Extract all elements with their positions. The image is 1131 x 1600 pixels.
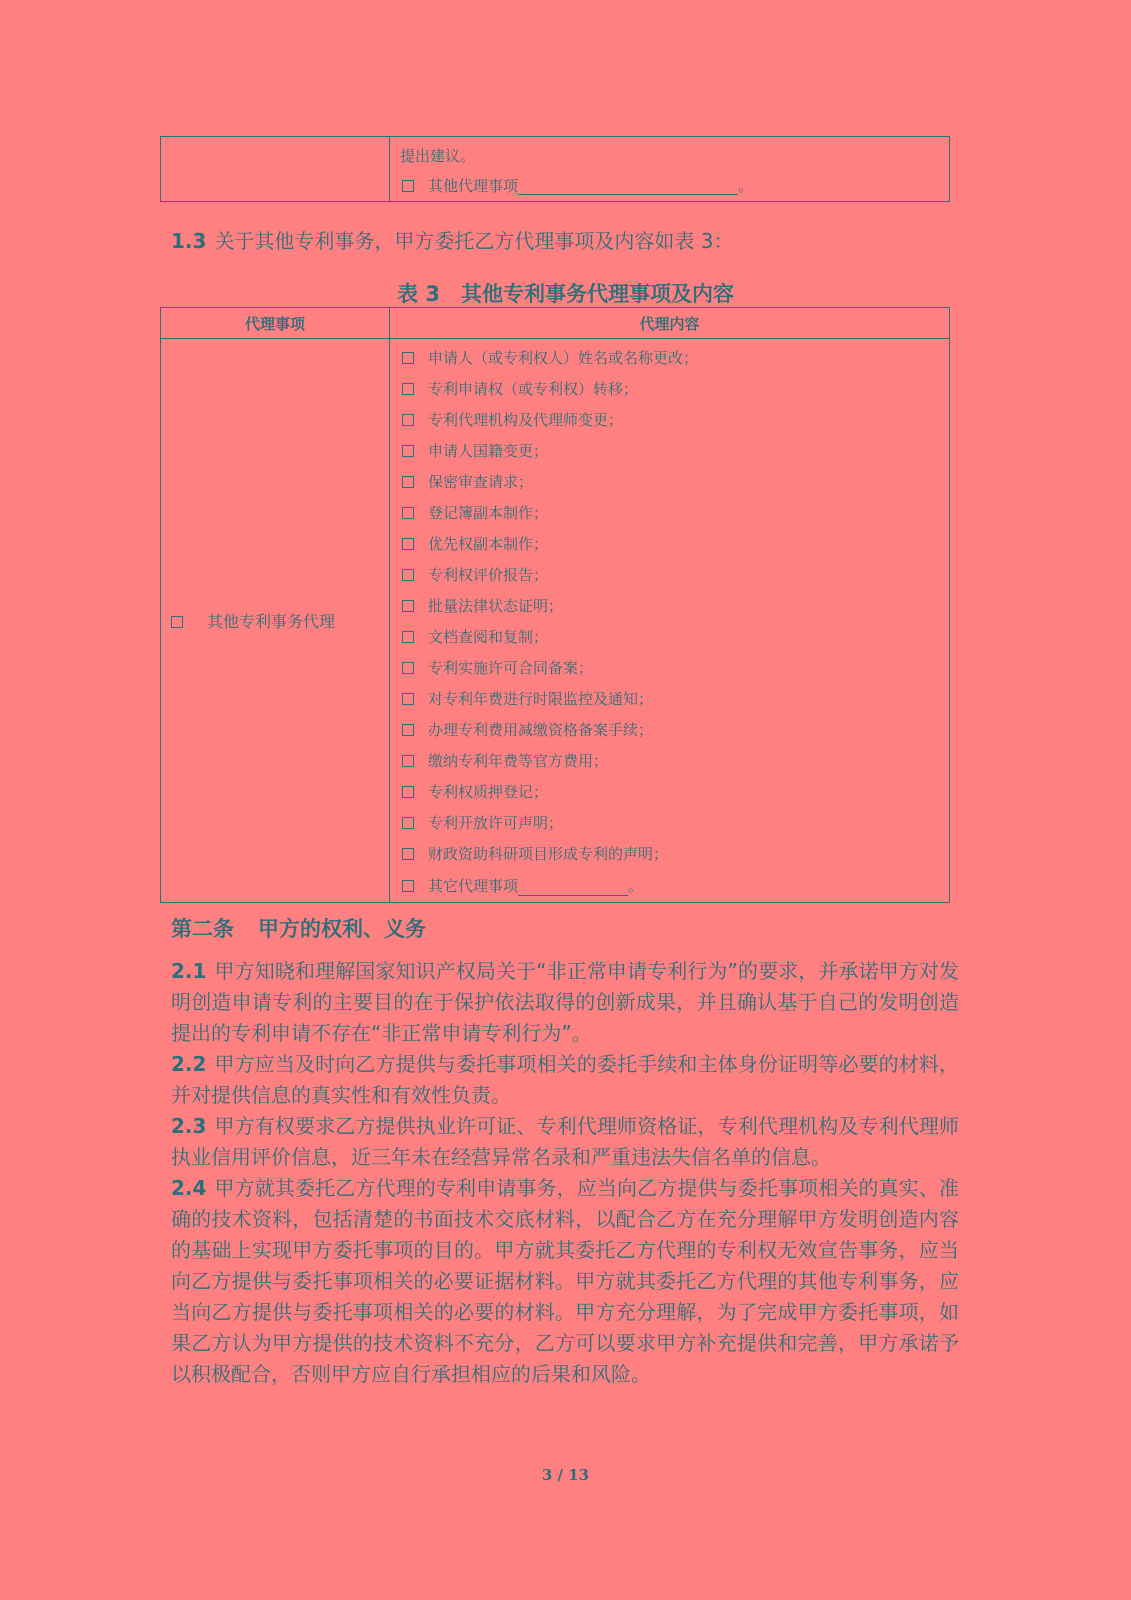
col-header-content: 代理内容 [390, 308, 950, 339]
paragraph-number: 2.3 [171, 1114, 207, 1138]
content-item [400, 715, 939, 746]
content-item-label: 缴纳专利年费等官方费用； [428, 752, 609, 770]
content-item-label: 财政资助科研项目形成专利的声明； [428, 845, 669, 863]
content-item [400, 529, 939, 560]
paragraph-number: 2.2 [171, 1052, 207, 1076]
content-item-label: 专利申请权（或专利权）转移； [428, 380, 639, 398]
content-item [400, 746, 939, 777]
checkbox-icon[interactable] [402, 631, 414, 643]
left-item-cell [161, 339, 390, 903]
content-item-label: 专利代理机构及代理师变更； [428, 411, 624, 429]
content-item [400, 684, 939, 715]
content-item-other [400, 871, 939, 902]
content-item [400, 405, 939, 436]
article-heading: 甲方的权利、义务 [258, 917, 426, 941]
content-item-label: 对专利年费进行时限监控及通知； [428, 690, 654, 708]
period: 。 [628, 877, 644, 895]
checkbox-icon[interactable] [402, 600, 414, 612]
checkbox-icon[interactable] [402, 414, 414, 426]
other-item-label: 其他代理事项 [428, 177, 519, 195]
content-item [400, 343, 939, 374]
article-2-title [171, 913, 426, 943]
checkbox-icon[interactable] [402, 476, 414, 488]
checkbox-icon[interactable] [402, 662, 414, 674]
checkbox-icon[interactable] [402, 383, 414, 395]
article-number: 第二条 [171, 917, 234, 941]
left-item-label: 其他专利事务代理 [207, 612, 336, 631]
checkbox-icon[interactable] [402, 724, 414, 736]
checkbox-icon[interactable] [402, 786, 414, 798]
checkbox-icon[interactable] [402, 880, 414, 892]
paragraph-number: 2.1 [171, 959, 207, 983]
content-list [400, 343, 939, 871]
table-3 [160, 307, 950, 903]
checkbox-icon[interactable] [402, 507, 414, 519]
content-item [400, 560, 939, 591]
paragraph-number: 2.4 [171, 1176, 207, 1200]
continued-table-right-cell [390, 137, 950, 202]
checkbox-icon[interactable] [402, 755, 414, 767]
other-item-line [400, 171, 939, 201]
checkbox-icon[interactable] [402, 180, 414, 192]
paragraph-2-4 [171, 1173, 959, 1390]
content-item [400, 839, 939, 870]
content-item [400, 467, 939, 498]
content-cell [390, 339, 950, 903]
content-item-label: 保密审查请求； [428, 473, 534, 491]
content-item [400, 808, 939, 839]
page-number: 3 / 13 [541, 1466, 590, 1484]
content-item-label: 专利权评价报告； [428, 566, 549, 584]
fill-in-blank[interactable] [518, 877, 628, 896]
content-item [400, 374, 939, 405]
paragraph-2-1 [171, 956, 959, 1049]
paragraph-2-3 [171, 1111, 959, 1173]
paragraph-text: 甲方知晓和理解国家知识产权局关于“非正常申请专利行为”的要求，并承诺甲方对发明创造申请专利的主要目的在于保护依法取得的创新成果，并且确认基于自己的发明创造提出的专利申请不存在“非正常申请专利行为”。 [171, 959, 959, 1045]
content-item-label: 申请人国籍变更； [428, 442, 549, 460]
content-item [400, 777, 939, 808]
table-caption: 表 3 其他专利事务代理事项及内容 [397, 282, 734, 306]
checkbox-icon[interactable] [402, 538, 414, 550]
paragraph-text: 甲方有权要求乙方提供执业许可证、专利代理师资格证，专利代理机构及专利代理师执业信用评价信息，近三年未在经营异常名录和严重违法失信名单的信息。 [171, 1114, 959, 1169]
section-number: 1.3 [171, 229, 207, 253]
content-item-label: 办理专利费用减缴资格备案手续； [428, 721, 654, 739]
content-item-label: 批量法律状态证明； [428, 597, 564, 615]
content-item [400, 622, 939, 653]
continued-table-left-cell [161, 137, 390, 202]
continued-table [160, 136, 950, 202]
continued-text: 提出建议。 [400, 147, 476, 165]
content-item [400, 436, 939, 467]
checkbox-icon[interactable] [402, 352, 414, 364]
checkbox-icon[interactable] [402, 569, 414, 581]
period: 。 [738, 177, 754, 195]
content-item [400, 653, 939, 684]
paragraph-2-2 [171, 1049, 959, 1111]
content-item-label: 专利开放许可声明； [428, 814, 564, 832]
checkbox-icon[interactable] [402, 693, 414, 705]
content-item-label: 专利权质押登记； [428, 783, 549, 801]
content-item-label: 申请人（或专利权人）姓名或名称更改； [428, 349, 699, 367]
paragraph-text: 甲方就其委托乙方代理的专利申请事务，应当向乙方提供与委托事项相关的真实、准确的技术资料，包括清楚的书面技术交底材料，以配合乙方在充分理解甲方发明创造内容的基础上实现甲方委托事项的目的。甲方就其委托乙方代理的专利权无效宣告事务，应当向乙方提供与委托事项相关的必要证据材料。甲方就其委托乙方代理的其他专利事务，应当向乙方提供与委托事项相关的必要的材料。甲方充分理解，为了完成甲方委托事项，如果乙方认为甲方提供的技术资料不充分，乙方可以要求甲方补充提供和完善，甲方承诺予以积极配合，否则甲方应自行承担相应的后果和风险。 [171, 1176, 959, 1386]
article-2-body [171, 956, 959, 1390]
content-item [400, 498, 939, 529]
content-item-label: 登记簿副本制作； [428, 504, 549, 522]
content-item-label: 专利实施许可合同备案； [428, 659, 594, 677]
fill-in-blank[interactable] [518, 176, 738, 195]
col-header-item: 代理事项 [161, 308, 390, 339]
paragraph-text: 甲方应当及时向乙方提供与委托事项相关的委托手续和主体身份证明等必要的材料，并对提供信息的真实性和有效性负责。 [171, 1052, 959, 1107]
content-item-label: 文档查阅和复制； [428, 628, 549, 646]
section-text: 关于其他专利事务，甲方委托乙方代理事项及内容如表 3： [214, 229, 734, 253]
checkbox-icon[interactable] [171, 616, 183, 628]
checkbox-icon[interactable] [402, 817, 414, 829]
section-1-3 [171, 225, 734, 254]
content-item [400, 591, 939, 622]
checkbox-icon[interactable] [402, 848, 414, 860]
content-item-label: 优先权副本制作； [428, 535, 549, 553]
checkbox-icon[interactable] [402, 445, 414, 457]
other-label: 其它代理事项 [428, 877, 519, 895]
